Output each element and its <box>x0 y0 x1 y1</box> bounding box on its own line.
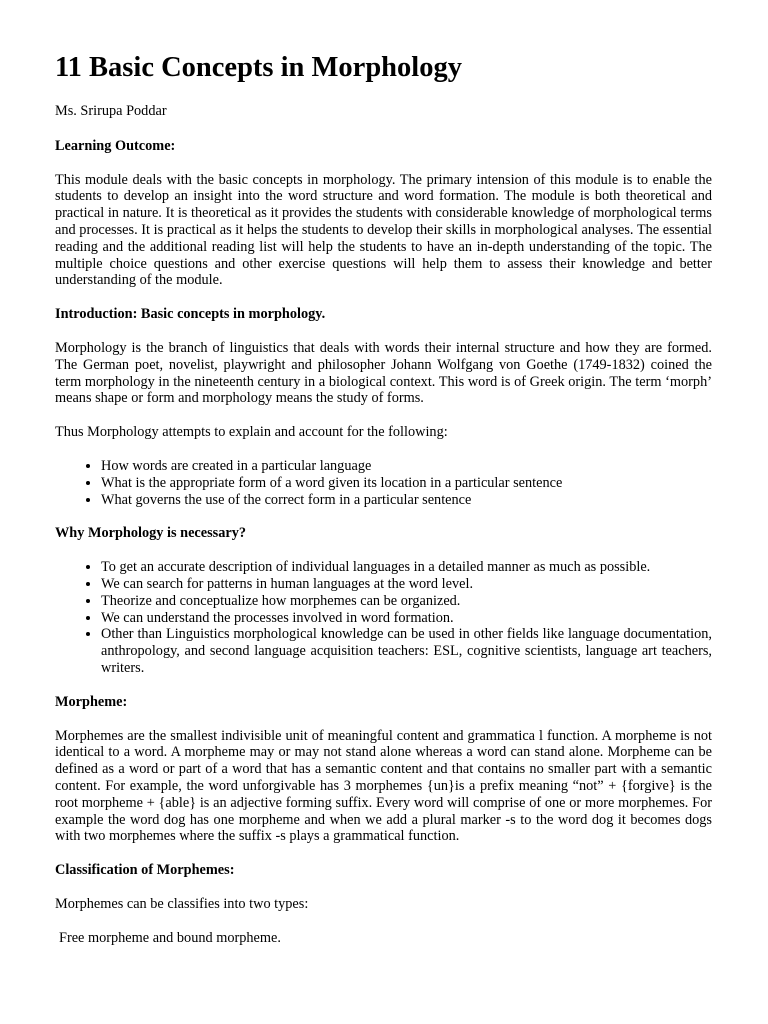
classification-paragraph: Morphemes can be classifies into two types: <box>55 895 309 912</box>
author: Ms. Srirupa Poddar <box>55 103 167 119</box>
classification-types: Free morpheme and bound morpheme. <box>59 929 281 946</box>
introduction-list <box>55 458 712 508</box>
classification-heading: Classification of Morphemes: <box>55 862 235 879</box>
introduction-lead: Thus Morphology attempts to explain and account for the following: <box>55 424 448 441</box>
introduction-heading: Introduction: Basic concepts in morphology. <box>55 306 326 323</box>
list-item: • We can understand the processes involved in word formation. <box>101 610 712 627</box>
introduction-paragraph: Morphology is the branch of linguistics that deals with words their internal structure and how they are formed. The German poet, novelist, playwright and philosopher Johann Wolfgang von Goethe (1749-1832) coined the term morphology in the nineteenth century in a biological context. This word is of Greek origin. The term ‘morph’ means shape or form and morphology means the study of forms. <box>55 339 712 407</box>
morpheme-paragraph: Morphemes are the smallest indivisible unit of meaningful content and grammatica l function. A morpheme is not identical to a word. A morpheme may or may not stand alone whereas a word can stand alone. Morpheme can be defined as a word or part of a word that has a semantic content and that contains no smaller part with a semantic content. For example, the word unforgivable has 3 morphemes {un}is a prefix meaning “not” + {forgive} is the root morpheme + {able} is an adjective forming suffix. Every word will comprise of one or more morphemes. For example the word dog has one morpheme and when we add a plural marker -s to the word dog it becomes dogs with two morphemes where the suffix -s plays a grammatical function. <box>55 727 712 845</box>
morpheme-heading: Morpheme: <box>55 693 128 710</box>
learning-outcome-paragraph: This module deals with the basic concepts in morphology. The primary intension of this module is to enable the students to develop an insight into the word structure and word formation. The module is both theoretical and practical in nature. It is theoretical as it provides the students with considerable knowledge of morphological terms and processes. It is practical as it helps the students to develop their skills in morphological analyses. The essential reading and the additional reading list will help the students to have an in-depth understanding of the topic. The multiple choice questions and other exercise questions will help them to assess their knowledge and better understanding of the module. <box>55 171 712 289</box>
why-morphology-heading: Why Morphology is necessary? <box>55 525 247 542</box>
learning-outcome-heading: Learning Outcome: <box>55 137 176 154</box>
list-item: • Other than Linguistics morphological knowledge can be used in other fields like language documentation, anthropology, and second language acquisition teachers: ESL, cognitive scientists, language art teachers, writers. <box>101 626 712 676</box>
list-item: • We can search for patterns in human languages at the word level. <box>101 576 712 593</box>
list-item: • How words are created in a particular language <box>101 458 712 475</box>
list-item: • What is the appropriate form of a word given its location in a particular sentence <box>101 475 712 492</box>
list-item: • To get an accurate description of individual languages in a detailed manner as much as possible. <box>101 559 712 576</box>
list-item: • Theorize and conceptualize how morphemes can be organized. <box>101 593 712 610</box>
page-title: 11 Basic Concepts in Morphology <box>55 52 462 83</box>
why-morphology-list <box>55 559 712 677</box>
list-item: • What governs the use of the correct form in a particular sentence <box>101 492 712 509</box>
